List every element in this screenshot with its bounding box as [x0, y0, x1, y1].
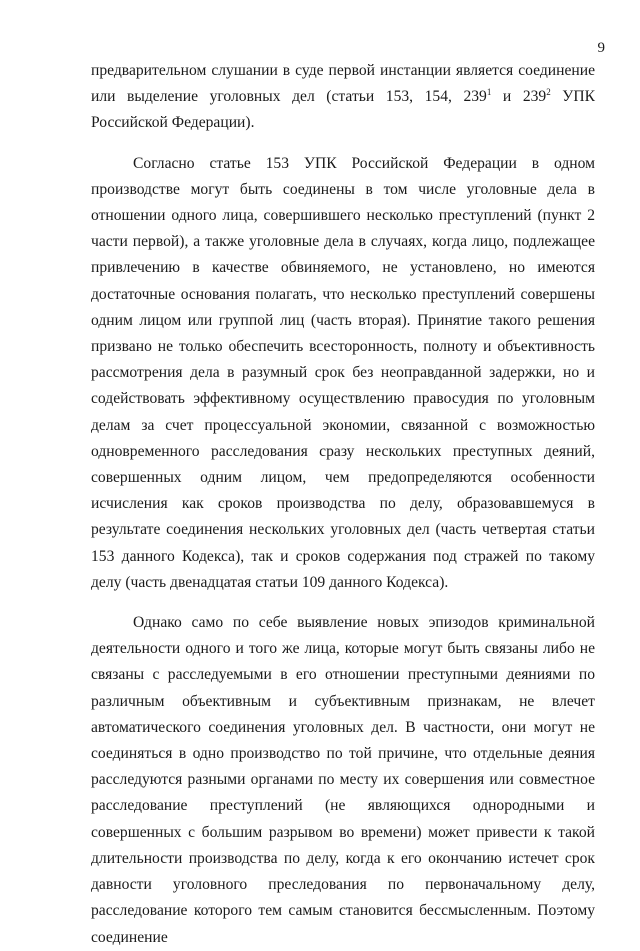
paragraph-3-text: Однако само по себе выявление новых эпизодов криминальной деятельности одного и того же лица, которые могут быть связаны либо не связаны с расследуемыми в его отношении преступными деяниями по различным объективным и субъективным признакам, не влечет автоматического соединения уголовных дел. В частности, они могут не соединяться в одно производство по той причине, что отдельные деяния расследуются разными органами по месту их совершения или совместное расследование преступлений (не являющихся однородными и совершенных с большим разрывом во времени) может привести к такой длительности производства по делу, когда к его окончанию истечет срок давности уголовного преследования по первоначальному делу, расследование которого тем самым становится бессмысленным. Поэтому соединение: [91, 614, 595, 946]
paragraph-1-text-b: и 239: [491, 88, 547, 106]
paragraph-gap: [91, 596, 595, 610]
paragraph-1: [91, 58, 595, 137]
paragraph-1-text-c: УПК Российской Федерации).: [91, 88, 595, 132]
paragraph-1-text-a: предварительном слушании в суде первой инстанции является соединение или выделение уголовных дел (статьи 153, 154, 239: [91, 62, 595, 106]
paragraph-gap: [91, 137, 595, 151]
body-text: [91, 58, 595, 951]
page-number: 9: [597, 40, 605, 56]
paragraph-2-text: Согласно статье 153 УПК Российской Федерации в одном производстве могут быть соединены в том числе уголовные дела в отношении одного лица, совершившего несколько преступлений (пункт 2 части первой), а также уголовные дела в случаях, когда лицо, подлежащее привлечению в качестве обвиняемого, не установлено, но имеются достаточные основания полагать, что несколько преступлений совершены одним лицом или группой лиц (часть вторая). Принятие такого решения призвано не только обеспечить всесторонность, полноту и объективность рассмотрения дела в разумный срок без неоправданной задержки, но и содействовать эффективному осуществлению правосудия по уголовным делам за счет процессуальной экономии, связанной с возможностью одновременного расследования сразу нескольких преступных деяний, совершенных одним лицом, чем предопределяются особенности исчисления как сроков производства по делу, образовавшемуся в результате соединения нескольких уголовных дел (часть четвертая статьи 153 данного Кодекса), так и сроков содержания под стражей по такому делу (часть двенадцатая статьи 109 данного Кодекса).: [91, 154, 595, 591]
superscript-1: 1: [486, 87, 492, 98]
superscript-2: 2: [546, 87, 551, 98]
paragraph-2: [91, 151, 595, 596]
paragraph-3: [91, 610, 595, 951]
